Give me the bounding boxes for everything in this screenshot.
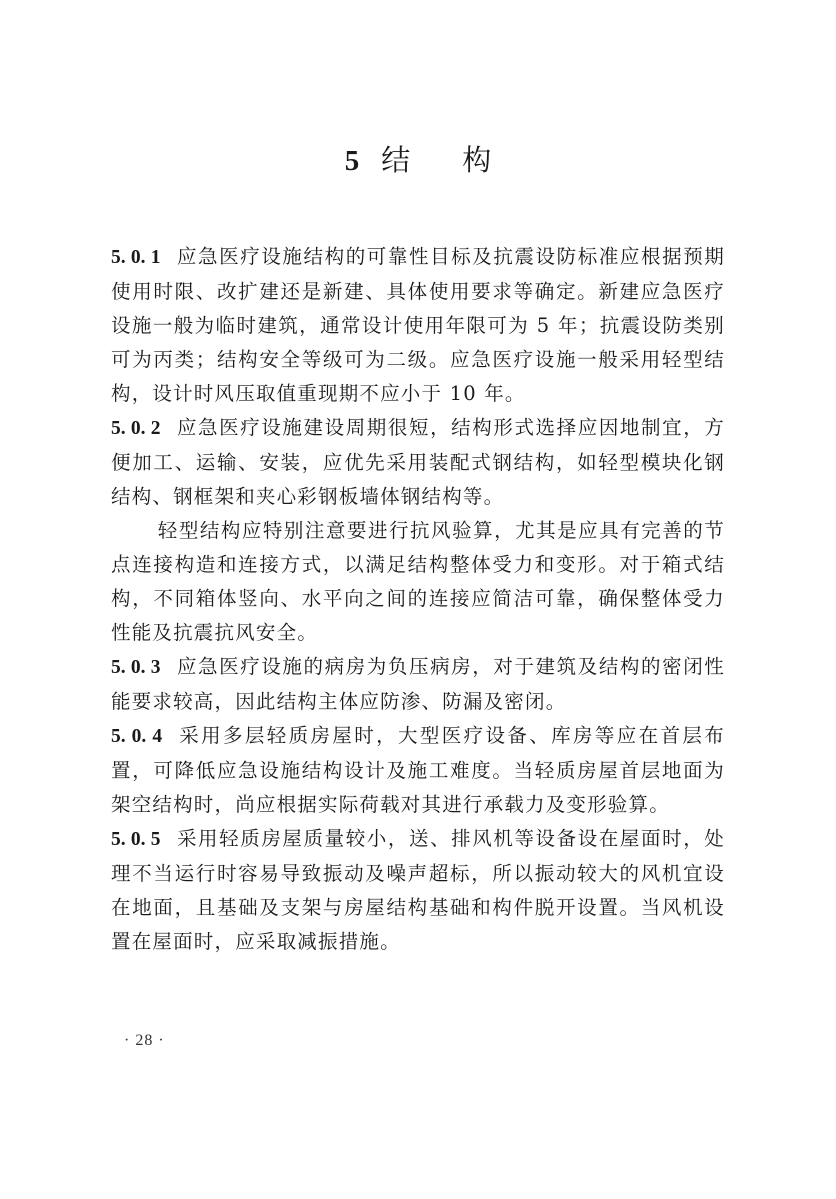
clause-text: 应急医疗设施建设周期很短，结构形式选择应因地制宜，方便加工、运输、安装，应优先采用装配式钢结构，如轻型模块化钢结构、钢框架和夹心彩钢板墙体钢结构等。 xyxy=(111,416,726,508)
clause-text: 轻型结构应特别注意要进行抗风验算，尤其是应具有完善的节点连接构造和连接方式，以满足结构整体受力和变形。对于箱式结构，不同箱体竖向、水平向之间的连接应简洁可靠，确保整体受力性能及抗震抗风安全。 xyxy=(111,519,725,644)
clause-5-0-3 xyxy=(111,650,725,719)
clause-text: 采用多层轻质房屋时，大型医疗设备、库房等应在首层布置，可降低应急设施结构设计及施工难度。当轻质房屋首层地面为架空结构时，尚应根据实际荷载对其进行承载力及变形验算。 xyxy=(111,724,725,816)
clause-5-0-1 xyxy=(111,240,725,411)
chapter-title-char-1: 结 xyxy=(381,143,411,177)
clause-number: 5. 0. 2 xyxy=(111,418,161,439)
clause-5-0-2-continuation xyxy=(111,514,725,650)
clause-number: 5. 0. 3 xyxy=(111,657,161,678)
clause-5-0-2 xyxy=(111,411,725,514)
clause-5-0-5 xyxy=(111,822,725,959)
chapter-title-char-2: 构 xyxy=(462,143,492,177)
clause-number: 5. 0. 1 xyxy=(111,247,161,268)
chapter-body xyxy=(111,240,725,959)
chapter-title xyxy=(0,140,836,181)
clause-text: 应急医疗设施结构的可靠性目标及抗震设防标准应根据预期使用时限、改扩建还是新建、具体使用要求等确定。新建应急医疗设施一般为临时建筑，通常设计使用年限可为 5 年；抗震设防类别可为丙类；结构安全等级可为二级。应急医疗设施一般采用轻型结构，设计时风压取值重现期不应小于 10 年。 xyxy=(111,245,726,405)
clause-5-0-4 xyxy=(111,719,725,822)
chapter-number: 5 xyxy=(344,145,360,177)
clause-number: 5. 0. 5 xyxy=(111,829,161,850)
clause-text: 采用轻质房屋质量较小，送、排风机等设备设在屋面时，处理不当运行时容易导致振动及噪声超标，所以振动较大的风机宜设在地面，且基础及支架与房屋结构基础和构件脱开设置。当风机设置在屋面时，应采取减振措施。 xyxy=(111,827,726,953)
clause-number: 5. 0. 4 xyxy=(111,726,163,747)
page-number: · 28 · xyxy=(124,1032,165,1049)
clause-text: 应急医疗设施的病房为负压病房，对于建筑及结构的密闭性能要求较高，因此结构主体应防渗、防漏及密闭。 xyxy=(111,655,726,713)
